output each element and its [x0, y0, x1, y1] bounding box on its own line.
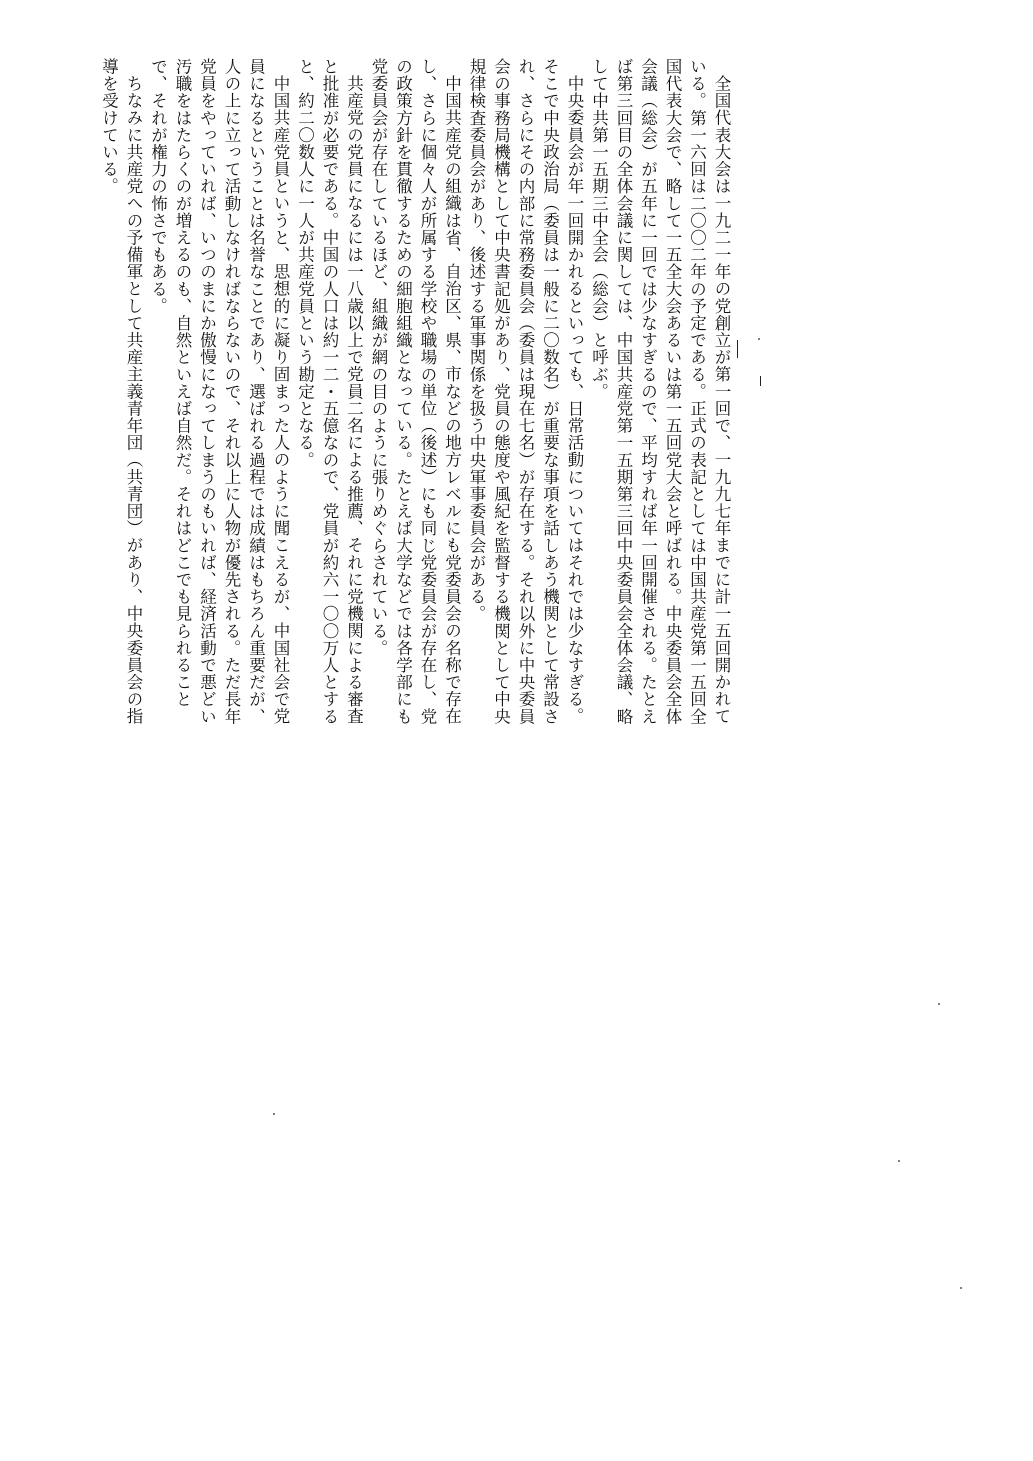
scan-speck — [960, 1287, 962, 1289]
paragraph-party-congress: 全国代表大会は一九二一年の党創立が第一回で、一九九七年までに計一五回開かれている。第一六回は二〇〇二年の予定である。正式の表記としては中国共産党第一五回全国代表大会で、略して一五全大会あるいは第一五回党大会と呼ばれる。中央委員会全体会議（総会）が五年に一回では少なすぎるので、平均すれば年一回開催される。たとえば第三回目の全体会議に関しては、中国共産党第一五期第三回中央委員会全体会議、略して中共第一五期三中全会（総会）と呼ぶ。 — [589, 58, 731, 725]
scan-line-mark — [737, 340, 738, 358]
scan-speck — [273, 1113, 275, 1115]
vertical-text-body — [96, 58, 733, 730]
scan-speck — [938, 1003, 940, 1005]
paragraph-youth-league: ちなみに共産党への予備軍として共産主義青年団（共青団）があり、中央委員会の指導を受けている。 — [99, 58, 143, 725]
scan-line-mark — [760, 376, 761, 386]
paragraph-membership: 共産党の党員になるには一八歳以上で党員二名による推薦、それに党機関による審査と批准が必要である。中国の人口は約一二・五億なので、党員が約六一〇〇万人とすると、約二〇数人に一人が共産党員という勘定となる。 — [295, 58, 364, 725]
paragraph-local-organization: 中国共産党の組織は省、自治区、県、市などの地方レベルにも党委員会の名称で存在し、さらに個々人が所属する学校や職場の単位（後述）にも同じ党委員会が存在し、党の政策方針を貫徹するための細胞組織となっている。たとえば大学などでは各学部にも党委員会が存在しているほど、組織が網の目のように張りめぐらされている。 — [369, 58, 462, 725]
scan-speck — [898, 1160, 900, 1162]
paragraph-party-members: 中国共産党員というと、思想的に凝り固まった人のように聞こえるが、中国社会で党員になるということは名誉なことであり、選ばれる過程では成績はもちろん重要だが、人の上に立って活動しなければならないので、それ以上に人物が優先される。ただ長年党員をやっていれば、いつのまにか傲慢になってしまうのもいれば、経済活動で悪どい汚職をはたらくのが増えるのも、自然といえば自然だ。それはどこでも見られることで、それが権力の怖さでもある。 — [148, 58, 290, 725]
scan-speck — [758, 338, 760, 340]
paragraph-central-committee: 中央委員会が年一回開かれるといっても、日常活動についてはそれでは少なすぎる。そこで中央政治局（委員は一般に二〇数名）が重要な事項を話しあう機関として常設され、さらにその内部に常務委員会（委員は現在七名）が存在する。それ以外に中央委員会の事務局機構として中央書記処があり、党員の態度や風紀を監督する機関として中央規律検査委員会があり、後述する軍事関係を扱う中央軍事委員会がある。 — [467, 58, 584, 725]
